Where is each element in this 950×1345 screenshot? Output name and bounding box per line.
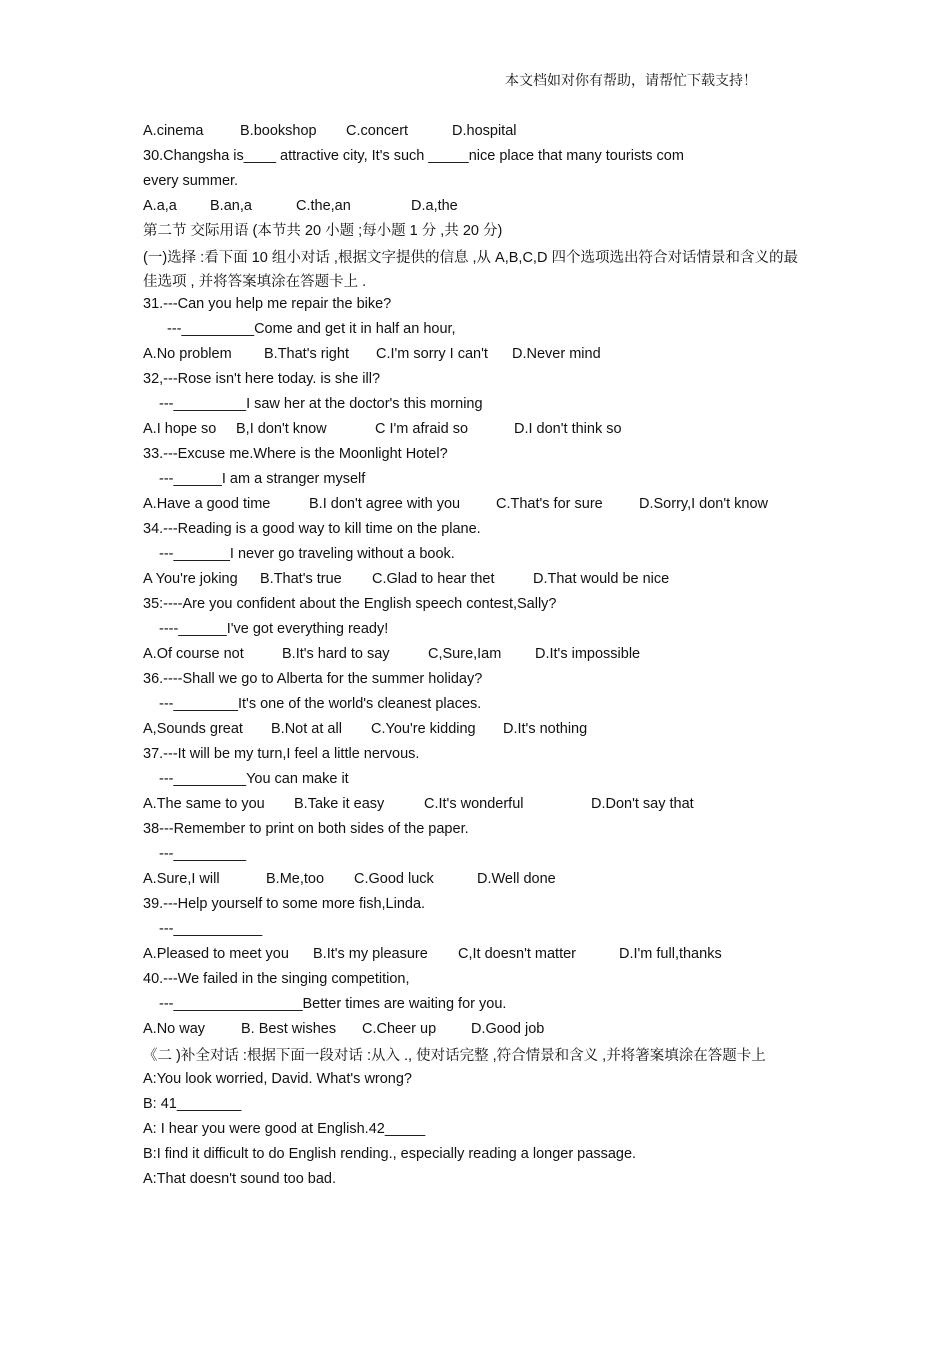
answer-option: D.It's nothing (503, 721, 588, 737)
answer-option: C.It's wonderful (424, 796, 524, 812)
answer-option: C.concert (346, 123, 409, 139)
answer-option: A.No problem (143, 346, 232, 362)
answer-option: C.Good luck (354, 871, 434, 887)
answer-option: C I'm afraid so (375, 421, 469, 437)
answer-option: B.It's hard to say (282, 646, 390, 662)
answer-option: D.Good job (471, 1021, 545, 1037)
answer-option: B.an,a (210, 198, 252, 214)
text-line: ---_______I never go traveling without a book. (159, 546, 455, 562)
answer-option: A You're joking (143, 571, 238, 587)
text-line: 36.----Shall we go to Alberta for the summer holiday? (143, 671, 483, 687)
text-line: A:You look worried, David. What's wrong? (143, 1071, 413, 1087)
answer-options (143, 196, 803, 221)
text-line: A: I hear you were good at English.42_____ (143, 1121, 426, 1137)
answer-option: D.Don't say that (591, 796, 694, 812)
answer-option: C,Sure,Iam (428, 646, 502, 662)
text-line: ---_________Come and get it in half an hour, (167, 321, 456, 337)
text-line: ---___________ (159, 921, 263, 937)
text-line: 33.---Excuse me.Where is the Moonlight Hotel? (143, 446, 448, 462)
answer-option: B.That's right (264, 346, 349, 362)
answer-option: A.Have a good time (143, 496, 271, 512)
answer-option: A.Sure,I will (143, 871, 220, 887)
answer-option: A.a,a (143, 198, 177, 214)
answer-option: C,It doesn't matter (458, 946, 577, 962)
text-line: ---________________Better times are waiting for you. (159, 996, 507, 1012)
answer-option: C.That's for sure (496, 496, 603, 512)
answer-option: D.Never mind (512, 346, 601, 362)
answer-option: D.hospital (452, 123, 517, 139)
answer-option: B.Me,too (266, 871, 325, 887)
answer-option: A.I hope so (143, 421, 217, 437)
answer-options (143, 121, 803, 146)
text-line: 30.Changsha is____ attractive city, It's such _____nice place that many tourists com (143, 148, 684, 164)
text-line: B: 41________ (143, 1096, 242, 1112)
answer-option: D.a,the (411, 198, 458, 214)
answer-option: D.Well done (477, 871, 556, 887)
text-line: ---______I am a stranger myself (159, 471, 366, 487)
text-line: ----______I've got everything ready! (159, 621, 389, 637)
answer-options (143, 869, 803, 894)
text-line: 31.---Can you help me repair the bike? (143, 296, 392, 312)
answer-options (143, 644, 803, 669)
answer-option: A.Pleased to meet you (143, 946, 289, 962)
answer-option: D.I don't think so (514, 421, 622, 437)
document-body (143, 121, 803, 1194)
text-line: A:That doesn't sound too bad. (143, 1171, 337, 1187)
answer-options (143, 719, 803, 744)
answer-option: D.That would be nice (533, 571, 670, 587)
answer-option: C.the,an (296, 198, 351, 214)
answer-option: B.Take it easy (294, 796, 385, 812)
answer-options (143, 944, 803, 969)
answer-option: A.No way (143, 1021, 206, 1037)
answer-option: A.Of course not (143, 646, 244, 662)
header-note: 本文档如对你有帮助，请帮忙下载支持！ (505, 72, 757, 88)
answer-option: A.The same to you (143, 796, 265, 812)
text-line: ---_________You can make it (159, 771, 349, 787)
answer-option: D.I'm full,thanks (619, 946, 722, 962)
answer-option: A,Sounds great (143, 721, 243, 737)
answer-options (143, 344, 803, 369)
text-line: 40.---We failed in the singing competition, (143, 971, 410, 987)
answer-option: B.It's my pleasure (313, 946, 428, 962)
answer-options (143, 419, 803, 444)
answer-option: B.That's true (260, 571, 342, 587)
text-line: every summer. (143, 173, 239, 189)
section-instruction: 《二 )补全对话 :根据下面一段对话 :从入 ., 使对话完整 ,符合情景和含义 ,并将箸案填涂在答题卡上 (143, 1048, 766, 1064)
answer-options (143, 1019, 803, 1044)
text-line: 35:----Are you confident about the English speech contest,Sally? (143, 596, 557, 612)
text-line: ---_________I saw her at the doctor's this morning (159, 396, 483, 412)
text-line: 39.---Help yourself to some more fish,Linda. (143, 896, 426, 912)
answer-option: D.Sorry,I don't know (639, 496, 769, 512)
answer-option: B. Best wishes (241, 1021, 337, 1037)
text-line: 第二节 交际用语 (本节共 20 小题 ;每小题 1 分 ,共 20 分) (143, 223, 503, 239)
answer-option: C.Cheer up (362, 1021, 437, 1037)
text-line: 32,---Rose isn't here today. is she ill? (143, 371, 381, 387)
text-line: 37.---It will be my turn,I feel a little nervous. (143, 746, 420, 762)
text-line: 38---Remember to print on both sides of the paper. (143, 821, 469, 837)
answer-option: B.Not at all (271, 721, 342, 737)
answer-options (143, 494, 803, 519)
section-instruction: (一)选择 :看下面 10 组小对话 ,根据文字提供的信息 ,从 A,B,C,D 四个选项选出符合对话情景和含义的最佳选项 , 并将答案填涂在答题卡上 . (143, 250, 798, 290)
answer-option: B,I don't know (236, 421, 327, 437)
text-line: 34.---Reading is a good way to kill time on the plane. (143, 521, 481, 537)
text-line: ---_________ (159, 846, 247, 862)
answer-options (143, 794, 803, 819)
answer-options (143, 569, 803, 594)
answer-option: B.I don't agree with you (309, 496, 461, 512)
text-line: B:I find it difficult to do English rending., especially reading a longer passage. (143, 1146, 637, 1162)
answer-option: A.cinema (143, 123, 204, 139)
answer-option: C.Glad to hear thet (372, 571, 495, 587)
answer-option: C.You're kidding (371, 721, 476, 737)
answer-option: D.It's impossible (535, 646, 641, 662)
answer-option: B.bookshop (240, 123, 317, 139)
answer-option: C.I'm sorry I can't (376, 346, 488, 362)
text-line: ---________It's one of the world's cleanest places. (159, 696, 482, 712)
